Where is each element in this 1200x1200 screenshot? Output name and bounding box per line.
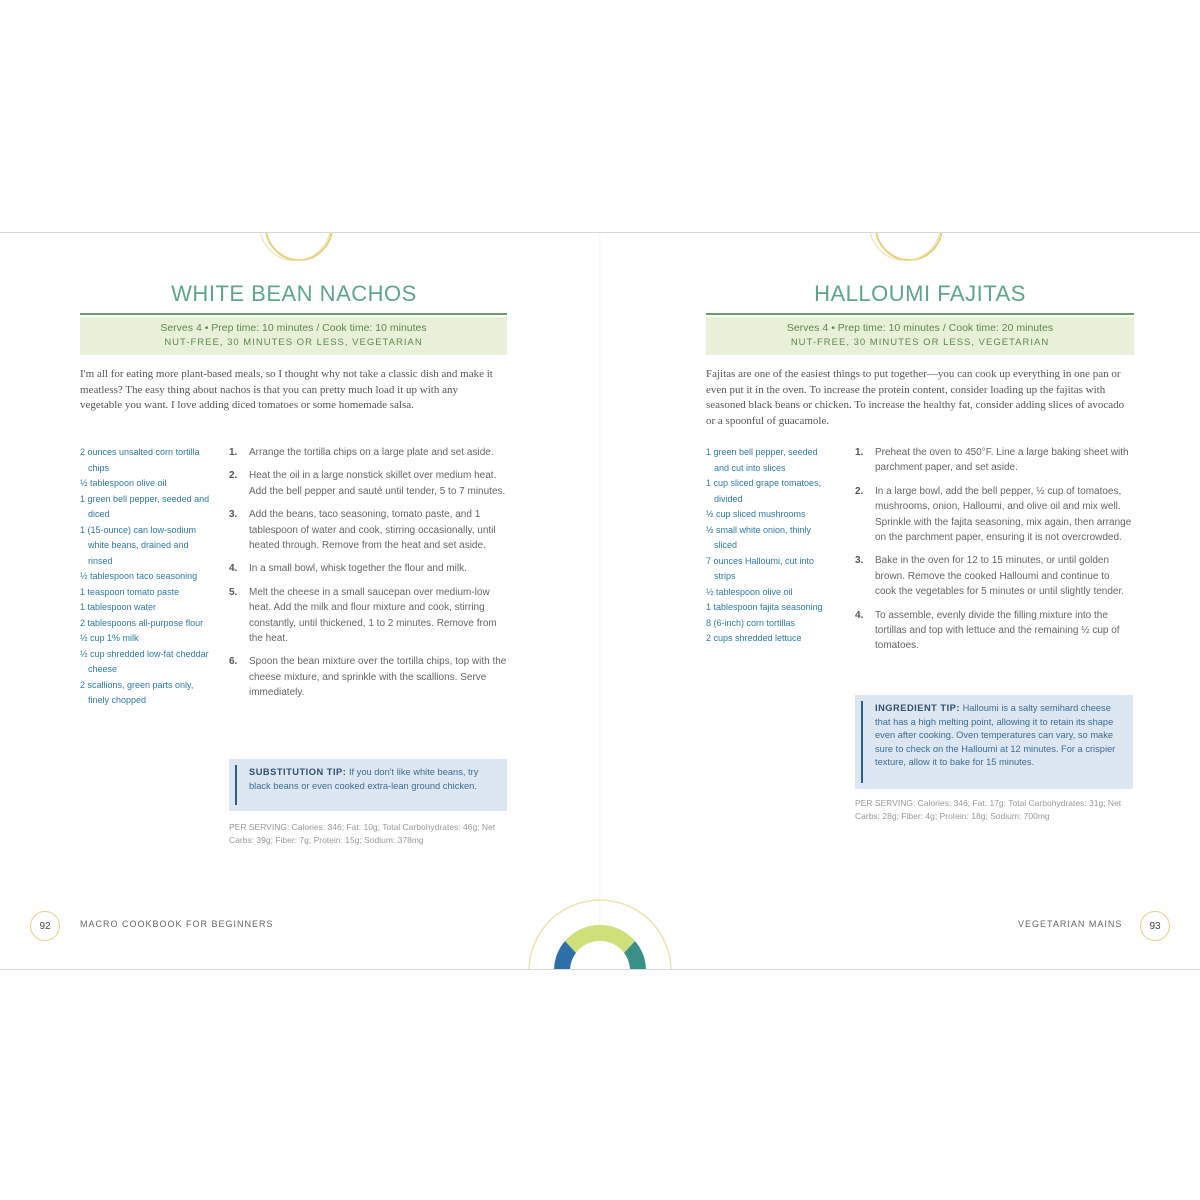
decorative-ring-icon <box>875 232 943 261</box>
step-number: 5. <box>229 586 238 598</box>
step-text: Arrange the tortilla chips on a large plate and set aside. <box>249 447 494 458</box>
tip-text: Halloumi is a salty semihard cheese that has a high melting point, allowing it to retain its shape even after cooking. Oven temperatures can vary, so make sure to check on the Halloumi at 12 minutes. For a crispier texture, allow it to bake for 15 minutes. <box>875 703 1116 767</box>
step-number: 4. <box>855 609 864 621</box>
title-rule <box>706 313 1134 315</box>
ingredient-item: ½ tablespoon olive oil <box>706 586 793 597</box>
ingredient-item: 1 green bell pepper, seeded and cut into slices <box>706 447 818 473</box>
step-number: 6. <box>229 656 238 668</box>
step-number: 1. <box>855 447 864 458</box>
ingredient-item: 7 ounces Halloumi, cut into strips <box>706 555 815 581</box>
ingredient-item: 1 green bell pepper, seeded and diced <box>80 493 210 519</box>
ingredient-item: 1 tablespoon water <box>80 602 157 612</box>
ingredient-item: ½ small white onion, thinly sliced <box>706 524 812 550</box>
step-item <box>855 445 1133 476</box>
step-number: 2. <box>229 470 238 482</box>
running-footer: MACRO COOKBOOK FOR BEGINNERS <box>80 919 274 929</box>
page-number: 92 <box>30 911 60 941</box>
ingredient-item: 2 scallions, green parts only, finely chopped <box>80 679 194 705</box>
ingredient-item: 1 tablespoon fajita seasoning <box>706 602 823 612</box>
diet-tags: NUT-FREE, 30 MINUTES OR LESS, VEGETARIAN <box>164 337 423 348</box>
ingredient-item: 2 ounces unsalted corn tortilla chips <box>80 447 200 473</box>
ingredient-item: ½ tablespoon taco seasoning <box>80 571 198 581</box>
step-number: 3. <box>855 555 864 567</box>
step-item <box>229 585 507 647</box>
step-text: To assemble, evenly divide the filling mixture into the tortillas and top with lettuce and the remaining ½ cup of tomatoes. <box>875 609 1120 652</box>
step-text: In a small bowl, whisk together the flour and milk. <box>249 563 467 575</box>
book-spread <box>0 232 1200 970</box>
tip-label: SUBSTITUTION TIP: <box>249 767 347 777</box>
nutrition-info: PER SERVING: Calories: 346; Fat: 10g; Total Carbohydrates: 46g; Net Carbs: 39g; Fiber: 7g; Protein: 15g; Sodium: 378mg <box>229 822 496 845</box>
ingredient-item: ½ tablespoon olive oil <box>80 478 167 488</box>
recipe-title: HALLOUMI FAJITAS <box>814 281 1026 306</box>
tip-accent-bar <box>861 701 863 783</box>
step-text: In a large bowl, add the bell pepper, ½ cup of tomatoes, mushrooms, onion, Halloumi, and olive oil and mix well. Sprinkle with the fajita seasoning, mix again, then arrange on the parchment paper, ensuring it is not overcrowded. <box>875 485 1132 544</box>
serves-band <box>80 317 507 355</box>
right-page <box>600 233 1200 969</box>
step-text: Add the beans, taco seasoning, tomato paste, and 1 tablespoon of water and cook, stirring occasionally, until heated through. Remove from the heat and set aside. <box>249 509 496 552</box>
ingredient-item: ½ cup shredded low-fat cheddar cheese <box>80 648 209 674</box>
serves-band <box>706 317 1134 355</box>
diet-tags: NUT-FREE, 30 MINUTES OR LESS, VEGETARIAN <box>790 337 1050 348</box>
step-item <box>855 608 1133 654</box>
step-text: Melt the cheese in a small saucepan over medium-low heat. Add the milk and flour mixture and cook, stirring constantly, until thickened, 1 to 2 minutes. Remove from the heat. <box>249 586 497 645</box>
substitution-tip <box>229 759 507 811</box>
title-rule <box>80 313 507 315</box>
step-item <box>855 484 1133 546</box>
recipe-intro: Fajitas are one of the easiest things to put together—you can cook up everything in one pan or even put it in the oven. To increase the protein content, consider loading up the fajitas with seasoned black beans or chicken. To increase the healthy fat, consider adding slices of avocado or a spoonful of guacamole. <box>706 368 1125 427</box>
ingredient-list <box>706 445 830 647</box>
ingredient-item: 1 teaspoon tomato paste <box>80 586 180 597</box>
step-item <box>855 553 1133 599</box>
ingredient-item: ½ cup 1% milk <box>80 633 139 643</box>
left-page <box>0 233 600 969</box>
ingredient-list <box>80 445 210 709</box>
step-text: Bake in the oven for 12 to 15 minutes, or until golden brown. Remove the cooked Halloumi and continue to cook the vegetables for 5 minutes or until slightly tender. <box>875 555 1125 598</box>
step-number: 4. <box>229 563 238 575</box>
ingredient-tip <box>855 695 1133 789</box>
nutrition-info: PER SERVING: Calories: 346; Fat: 17g; Total Carbohydrates: 31g; Net Carbs: 28g; Fiber: 4g; Protein: 18g; Sodium: 700mg <box>855 798 1122 821</box>
step-text: Preheat the oven to 450°F. Line a large baking sheet with parchment paper, and set aside. <box>875 447 1129 474</box>
tip-text: If you don't like white beans, try black beans or even cooked extra-lean ground chicken. <box>249 767 479 791</box>
recipe-intro: I'm all for eating more plant-based meals, so I thought why not take a classic dish and make it meatless? The easy thing about nachos is that you can pretty much load it up with any vegetable you want. I love adding diced tomatoes or some homemade salsa. <box>80 368 493 412</box>
step-number: 2. <box>855 485 864 497</box>
step-item <box>229 445 507 460</box>
running-footer: VEGETARIAN MAINS <box>1018 919 1123 929</box>
decorative-ring-icon <box>265 232 333 261</box>
macro-wheel-icon <box>527 898 673 970</box>
serves-line: Serves 4 • Prep time: 10 minutes / Cook time: 10 minutes <box>160 322 427 334</box>
ingredient-item: 8 (6-inch) corn tortillas <box>706 617 796 628</box>
step-item <box>229 468 507 499</box>
ingredient-item: 2 tablespoons all-purpose flour <box>80 617 204 628</box>
page-number: 93 <box>1140 911 1170 941</box>
ingredient-item: 1 (15-ounce) can low-sodium white beans, drained and rinsed <box>80 524 197 566</box>
ingredient-item: 2 cups shredded lettuce <box>706 633 802 643</box>
step-item <box>229 654 507 700</box>
tip-label: INGREDIENT TIP: <box>875 703 960 713</box>
direction-steps <box>229 445 507 709</box>
step-text: Spoon the bean mixture over the tortilla chips, top with the cheese mixture, and sprinkle with the scallions. Serve immediately. <box>249 656 507 699</box>
step-number: 1. <box>229 447 238 458</box>
step-number: 3. <box>229 509 238 521</box>
recipe-title: WHITE BEAN NACHOS <box>171 281 417 306</box>
serves-line: Serves 4 • Prep time: 10 minutes / Cook time: 20 minutes <box>786 322 1054 334</box>
step-text: Heat the oil in a large nonstick skillet over medium heat. Add the bell pepper and sauté until tender, 5 to 7 minutes. <box>249 470 506 497</box>
tip-accent-bar <box>235 765 237 805</box>
step-item <box>229 561 507 576</box>
ingredient-item: 1 cup sliced grape tomatoes, divided <box>706 478 822 504</box>
direction-steps <box>855 445 1133 662</box>
step-item <box>229 507 507 553</box>
ingredient-item: ½ cup sliced mushrooms <box>706 509 806 519</box>
